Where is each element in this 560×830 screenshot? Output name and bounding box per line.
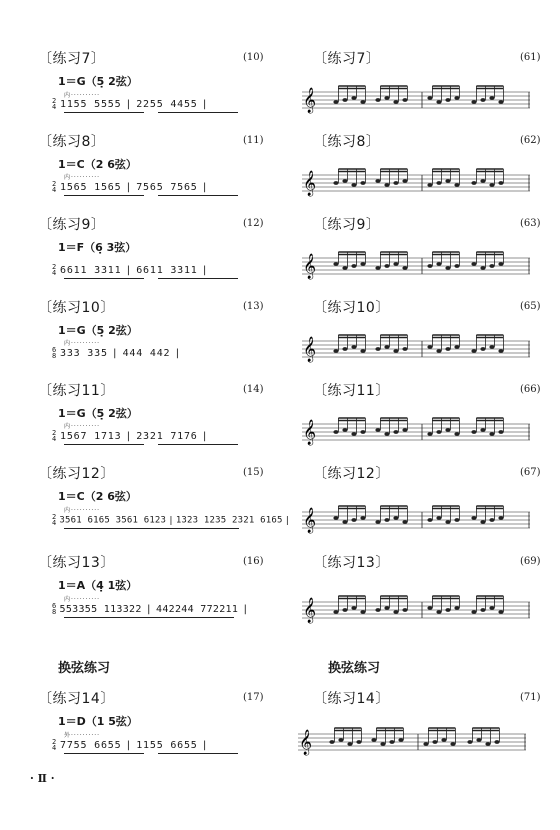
note-head xyxy=(454,345,459,349)
jianpu-line: 6 8 333 335 | 444 442 | xyxy=(52,346,182,360)
jianpu-line: 2 4 1155 5555 | 2255 4455 | xyxy=(52,97,209,111)
note-head xyxy=(393,100,398,104)
note-head xyxy=(360,430,365,434)
note-head xyxy=(489,606,494,610)
jianpu-line: 6 8 553355 113322 | 442244 772211 | xyxy=(52,602,249,616)
exercise-title: 〔练习10〕 xyxy=(38,300,115,316)
note-head xyxy=(489,518,494,522)
time-signature: 2 4 xyxy=(52,429,58,443)
note-head xyxy=(342,520,347,524)
treble-clef-icon: 𝄞 xyxy=(303,88,317,113)
note-head xyxy=(351,96,356,100)
note-head xyxy=(427,264,432,268)
note-head xyxy=(393,610,398,614)
note-head xyxy=(427,432,432,436)
note-head xyxy=(454,183,459,187)
note-head xyxy=(402,520,407,524)
beam-underline xyxy=(64,195,144,196)
measure: 1155 6655 xyxy=(136,740,198,751)
note-head xyxy=(333,262,338,266)
measure: 6611 3311 xyxy=(60,265,122,276)
fingering-mark: 内·········· xyxy=(64,507,101,514)
note-head xyxy=(389,740,394,744)
note-head xyxy=(480,179,485,183)
note-head xyxy=(398,738,403,742)
beam-underline xyxy=(158,278,238,279)
note-head xyxy=(402,266,407,270)
note-head xyxy=(402,98,407,102)
measure: 2255 4455 xyxy=(136,99,198,110)
section-heading: 换弦练习 xyxy=(328,661,381,676)
time-signature: 2 4 xyxy=(52,738,58,752)
staff-notation xyxy=(302,327,532,367)
note-head xyxy=(498,262,503,266)
time-signature: 2 4 xyxy=(52,513,57,527)
note-head xyxy=(360,349,365,353)
measure: 444 442 xyxy=(122,348,171,359)
note-head xyxy=(471,610,476,614)
measure: 1567 1713 xyxy=(60,431,122,442)
fingering-mark: 内·········· xyxy=(64,174,101,181)
note-head xyxy=(351,518,356,522)
note-head xyxy=(333,181,338,185)
beam-underline xyxy=(64,753,144,754)
treble-clef-icon: 𝄞 xyxy=(299,730,313,755)
note-head xyxy=(356,740,361,744)
jianpu-line: 2 4 6611 3311 | 6611 3311 | xyxy=(52,263,209,277)
note-head xyxy=(427,518,432,522)
note-head xyxy=(384,183,389,187)
note-head xyxy=(375,608,380,612)
note-head xyxy=(427,183,432,187)
jianpu-line: 2 4 1567 1713 | 2321 7176 | xyxy=(52,429,209,443)
note-head xyxy=(489,432,494,436)
exercise-page-ref: (12) xyxy=(243,218,264,229)
note-head xyxy=(480,266,485,270)
fingering-mark: 外·········· xyxy=(64,732,101,739)
note-head xyxy=(480,520,485,524)
beam-underline xyxy=(64,444,144,445)
note-head xyxy=(480,608,485,612)
time-signature: 6 8 xyxy=(52,346,58,360)
note-head xyxy=(432,740,437,744)
note-head xyxy=(384,432,389,436)
measure: 442244 772211 xyxy=(156,604,239,615)
treble-clef-icon: 𝄞 xyxy=(303,171,317,196)
exercise-page-ref: (14) xyxy=(243,384,264,395)
note-head xyxy=(347,742,352,746)
staff-notation xyxy=(302,588,532,630)
exercise-title: 〔练习14〕 xyxy=(38,691,115,707)
exercise-page-ref: (67) xyxy=(520,467,541,478)
note-head xyxy=(485,742,490,746)
exercise-title: 〔练习8〕 xyxy=(313,134,381,150)
note-head xyxy=(436,349,441,353)
note-head xyxy=(384,264,389,268)
note-head xyxy=(441,738,446,742)
staff-notation xyxy=(302,244,532,284)
exercise-title: 〔练习9〕 xyxy=(313,217,381,233)
measure: 333 335 xyxy=(60,348,108,359)
note-head xyxy=(351,345,356,349)
note-head xyxy=(471,516,476,520)
treble-clef-icon: 𝄞 xyxy=(303,508,317,533)
note-head xyxy=(471,430,476,434)
measure: 7755 6655 xyxy=(60,740,122,751)
measure: 2321 7176 xyxy=(136,431,198,442)
beam-underline xyxy=(64,278,144,279)
note-head xyxy=(393,430,398,434)
staff-notation xyxy=(298,720,528,762)
exercise-title: 〔练习9〕 xyxy=(38,217,106,233)
fingering-mark: 内·········· xyxy=(64,340,101,347)
note-head xyxy=(402,347,407,351)
note-head xyxy=(445,520,450,524)
note-head xyxy=(450,742,455,746)
beam-underline xyxy=(64,528,239,529)
time-signature: 2 4 xyxy=(52,263,58,277)
exercise-page-ref: (65) xyxy=(520,301,541,312)
note-head xyxy=(423,742,428,746)
note-head xyxy=(375,179,380,183)
note-head xyxy=(360,100,365,104)
note-head xyxy=(498,349,503,353)
note-head xyxy=(393,349,398,353)
exercise-title: 〔练习10〕 xyxy=(313,300,390,316)
staff-notation xyxy=(302,78,532,118)
exercise-title: 〔练习14〕 xyxy=(313,691,390,707)
exercise-title: 〔练习8〕 xyxy=(38,134,106,150)
note-head xyxy=(445,98,450,102)
note-head xyxy=(360,516,365,520)
key-signature: 1＝A（4̣ 1弦） xyxy=(58,579,138,592)
note-head xyxy=(498,430,503,434)
note-head xyxy=(342,428,347,432)
fingering-mark: 内·········· xyxy=(64,423,101,430)
note-head xyxy=(402,608,407,612)
note-head xyxy=(454,432,459,436)
note-head xyxy=(436,430,441,434)
section-heading: 换弦练习 xyxy=(58,661,111,676)
exercise-page-ref: (15) xyxy=(243,467,264,478)
right-column xyxy=(280,0,550,830)
note-head xyxy=(375,347,380,351)
note-head xyxy=(402,179,407,183)
measure: 1155 5555 xyxy=(60,99,122,110)
note-head xyxy=(333,516,338,520)
note-head xyxy=(351,183,356,187)
note-head xyxy=(436,262,441,266)
note-head xyxy=(436,181,441,185)
key-signature: 1＝C（2 6弦） xyxy=(58,158,137,171)
note-head xyxy=(480,428,485,432)
measure: 1565 1565 xyxy=(60,182,122,193)
measure: 3561 6165 3561 6123 xyxy=(59,515,167,526)
measure: 6611 3311 xyxy=(136,265,198,276)
note-head xyxy=(436,100,441,104)
note-head xyxy=(454,96,459,100)
note-head xyxy=(489,345,494,349)
beam-underline xyxy=(158,195,238,196)
note-head xyxy=(384,518,389,522)
note-head xyxy=(333,100,338,104)
note-head xyxy=(498,610,503,614)
note-head xyxy=(333,430,338,434)
beam-underline xyxy=(64,617,234,618)
time-signature: 2 4 xyxy=(52,97,58,111)
note-head xyxy=(427,96,432,100)
exercise-page-ref: (69) xyxy=(520,556,541,567)
note-head xyxy=(384,606,389,610)
note-head xyxy=(467,740,472,744)
note-head xyxy=(384,96,389,100)
note-head xyxy=(380,742,385,746)
key-signature: 1＝G（5̣ 2弦） xyxy=(58,75,138,88)
fingering-mark: 内·········· xyxy=(64,596,101,603)
treble-clef-icon: 𝄞 xyxy=(303,420,317,445)
note-head xyxy=(360,610,365,614)
note-head xyxy=(375,520,380,524)
note-head xyxy=(375,428,380,432)
note-head xyxy=(342,98,347,102)
jianpu-line: 2 4 3561 6165 3561 6123 | 1323 1235 2321 6165 | xyxy=(52,513,291,527)
note-head xyxy=(498,100,503,104)
exercise-page-ref: (66) xyxy=(520,384,541,395)
exercise-title: 〔练习11〕 xyxy=(313,383,390,399)
note-head xyxy=(329,740,334,744)
note-head xyxy=(454,606,459,610)
exercise-title: 〔练习11〕 xyxy=(38,383,115,399)
note-head xyxy=(445,347,450,351)
note-head xyxy=(351,264,356,268)
key-signature: 1＝G（5̣ 2弦） xyxy=(58,407,138,420)
note-head xyxy=(498,516,503,520)
staff-notation xyxy=(302,410,532,450)
note-head xyxy=(494,740,499,744)
note-head xyxy=(471,349,476,353)
measure: 7565 7565 xyxy=(136,182,198,193)
note-head xyxy=(342,179,347,183)
note-head xyxy=(375,266,380,270)
note-head xyxy=(402,428,407,432)
note-head xyxy=(360,262,365,266)
exercise-page-ref: (71) xyxy=(520,692,541,703)
measure: 553355 113322 xyxy=(59,604,142,615)
exercise-page-ref: (63) xyxy=(520,218,541,229)
beam-underline xyxy=(158,112,238,113)
note-head xyxy=(351,432,356,436)
note-head xyxy=(375,98,380,102)
note-head xyxy=(454,518,459,522)
exercise-title: 〔练习12〕 xyxy=(38,466,115,482)
note-head xyxy=(342,608,347,612)
time-signature: 6 8 xyxy=(52,602,57,616)
exercise-page-ref: (10) xyxy=(243,52,264,63)
note-head xyxy=(480,98,485,102)
exercise-title: 〔练习13〕 xyxy=(313,555,390,571)
page-number: · Ⅱ · xyxy=(30,772,55,785)
beam-underline xyxy=(158,753,238,754)
note-head xyxy=(393,516,398,520)
note-head xyxy=(445,608,450,612)
exercise-page-ref: (61) xyxy=(520,52,541,63)
beam-underline xyxy=(64,112,144,113)
note-head xyxy=(427,345,432,349)
key-signature: 1＝D（1 5弦） xyxy=(58,715,138,728)
beam-underline xyxy=(158,444,238,445)
exercise-title: 〔练习7〕 xyxy=(313,51,381,67)
time-signature: 2 4 xyxy=(52,180,58,194)
note-head xyxy=(489,96,494,100)
exercise-page-ref: (17) xyxy=(243,692,264,703)
note-head xyxy=(489,183,494,187)
note-head xyxy=(393,181,398,185)
exercise-title: 〔练习7〕 xyxy=(38,51,106,67)
jianpu-line: 2 4 1565 1565 | 7565 7565 | xyxy=(52,180,209,194)
fingering-mark: 内·········· xyxy=(64,92,101,99)
note-head xyxy=(498,181,503,185)
note-head xyxy=(342,266,347,270)
staff-notation xyxy=(302,161,532,201)
key-signature: 1＝G（5̣ 2弦） xyxy=(58,324,138,337)
note-head xyxy=(471,262,476,266)
staff-notation xyxy=(302,498,532,542)
note-head xyxy=(476,738,481,742)
note-head xyxy=(333,349,338,353)
note-head xyxy=(445,179,450,183)
note-head xyxy=(445,266,450,270)
exercise-page-ref: (62) xyxy=(520,135,541,146)
exercise-title: 〔练习13〕 xyxy=(38,555,115,571)
note-head xyxy=(333,610,338,614)
note-head xyxy=(471,100,476,104)
note-head xyxy=(445,428,450,432)
note-head xyxy=(427,606,432,610)
note-head xyxy=(371,738,376,742)
note-head xyxy=(342,347,347,351)
key-signature: 1＝C（2 6弦） xyxy=(58,490,137,503)
exercise-page-ref: (16) xyxy=(243,556,264,567)
note-head xyxy=(393,262,398,266)
treble-clef-icon: 𝄞 xyxy=(303,337,317,362)
note-head xyxy=(480,347,485,351)
measure: 1323 1235 2321 6165 xyxy=(175,515,283,526)
treble-clef-icon: 𝄞 xyxy=(303,254,317,279)
exercise-title: 〔练习12〕 xyxy=(313,466,390,482)
note-head xyxy=(384,345,389,349)
note-head xyxy=(338,738,343,742)
note-head xyxy=(351,606,356,610)
note-head xyxy=(436,516,441,520)
note-head xyxy=(489,264,494,268)
note-head xyxy=(360,181,365,185)
note-head xyxy=(454,264,459,268)
exercise-page-ref: (13) xyxy=(243,301,264,312)
note-head xyxy=(436,610,441,614)
key-signature: 1＝F（6̣ 3弦） xyxy=(58,241,137,254)
note-head xyxy=(471,181,476,185)
exercise-page-ref: (11) xyxy=(243,135,264,146)
jianpu-line: 2 4 7755 6655 | 1155 6655 | xyxy=(52,738,209,752)
treble-clef-icon: 𝄞 xyxy=(303,598,317,623)
